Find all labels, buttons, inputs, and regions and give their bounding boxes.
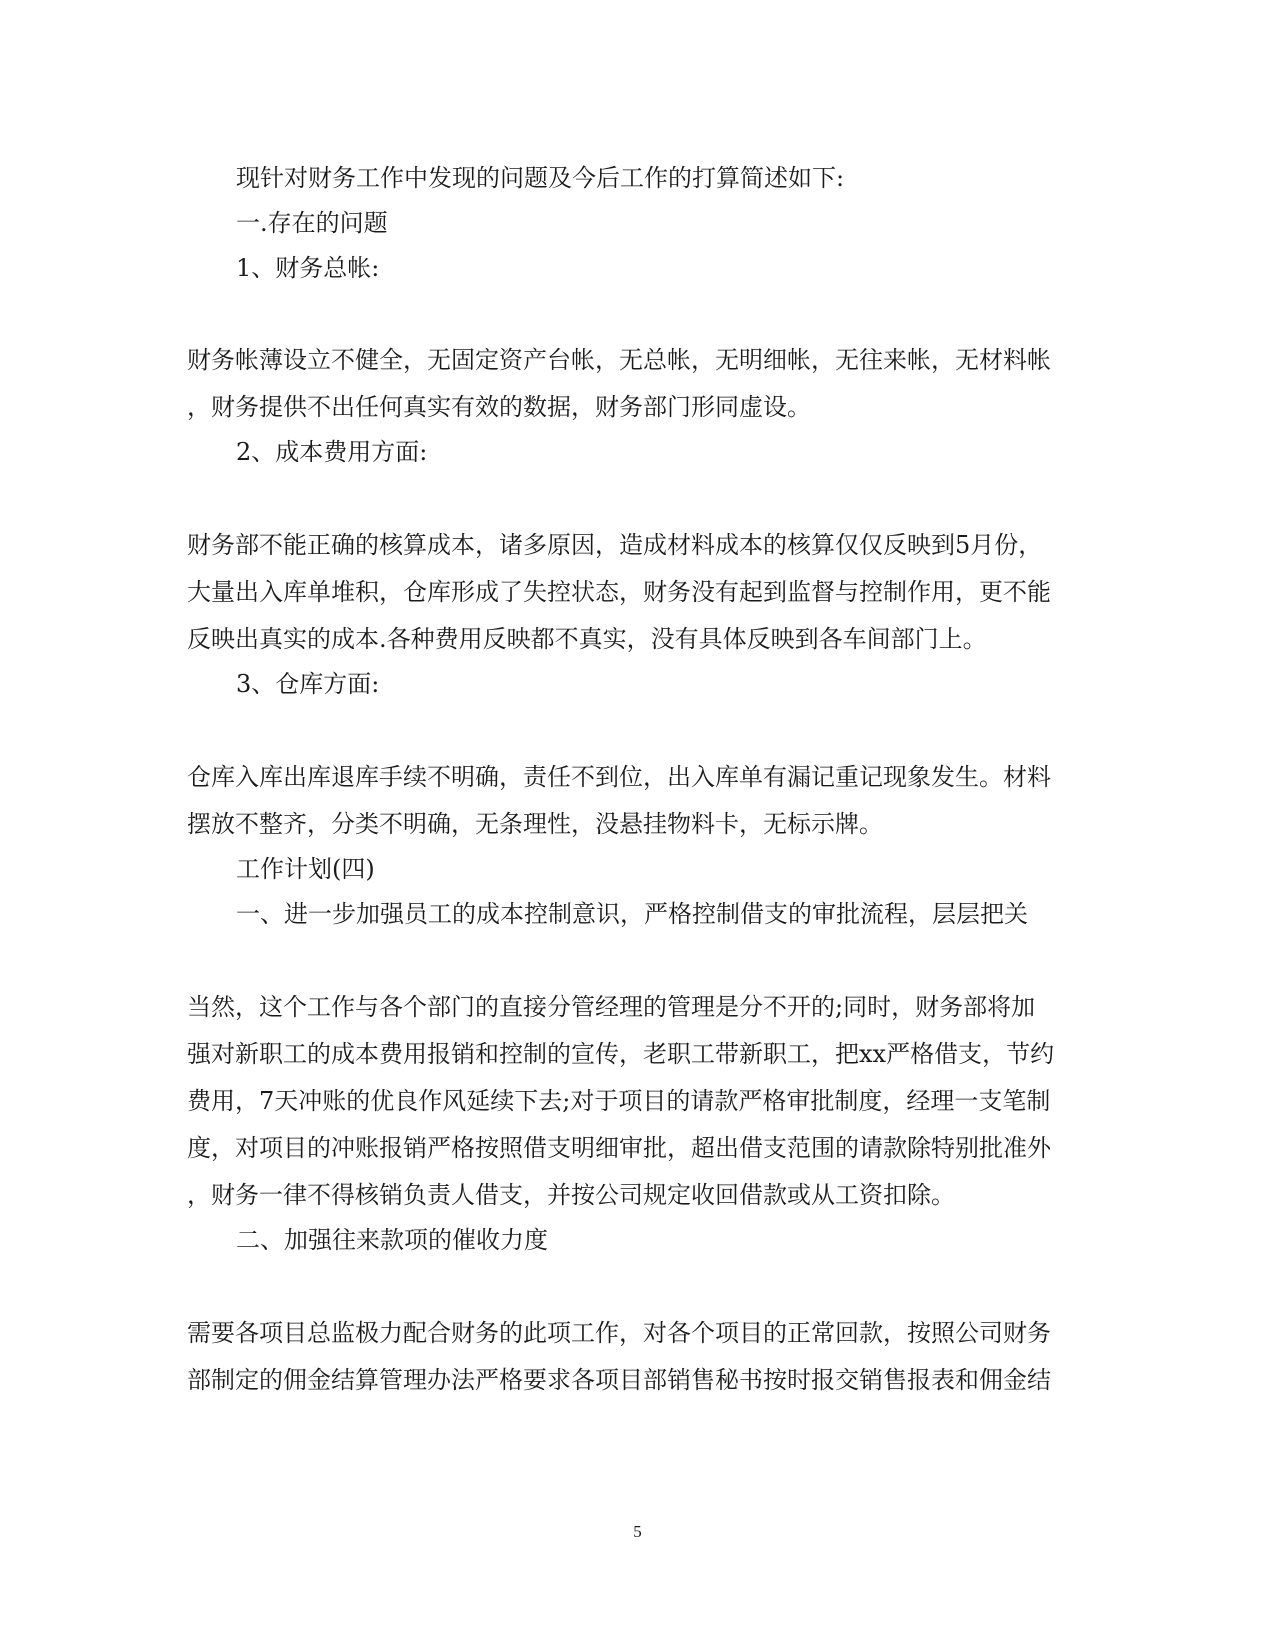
item-heading-warehouse: 3、仓库方面:: [236, 670, 380, 698]
paragraph-line: 仓库入库出库退库手续不明确，责任不到位，出入库单有漏记重记现象发生。材料: [187, 763, 1051, 791]
paragraph-line: 部制定的佣金结算管理办法严格要求各项目部销售秘书按时报交销售报表和佣金结: [187, 1366, 1051, 1394]
plan-item-heading-2: 二、加强往来款项的催收力度: [236, 1226, 548, 1254]
section-heading-problems: 一.存在的问题: [236, 209, 388, 237]
paragraph-line: 当然，这个工作与各个部门的直接分管经理的管理是分不开的;同时，财务部将加: [187, 993, 1036, 1021]
section-heading-work-plan: 工作计划(四): [236, 855, 375, 883]
paragraph-line: 需要各项目总监极力配合财务的此项工作，对各个项目的正常回款，按照公司财务: [187, 1319, 1051, 1347]
paragraph-line: 大量出入库单堆积，仓库形成了失控状态，财务没有起到监督与控制作用，更不能: [187, 578, 1051, 606]
item-heading-general-ledger: 1、财务总帐:: [236, 254, 380, 282]
page-number: 5: [633, 1522, 642, 1541]
paragraph-line: 强对新职工的成本费用报销和控制的宣传，老职工带新职工，把xx严格借支，节约: [187, 1040, 1055, 1068]
paragraph-line: 反映出真实的成本.各种费用反映都不真实，没有具体反映到各车间部门上。: [187, 625, 987, 653]
plan-item-heading-1: 一、进一步加强员工的成本控制意识，严格控制借支的审批流程，层层把关: [236, 900, 1028, 928]
paragraph-line: 费用，7天冲账的优良作风延续下去;对于项目的请款严格审批制度，经理一支笔制: [187, 1087, 1051, 1115]
item-heading-cost: 2、成本费用方面:: [236, 438, 428, 466]
paragraph-line: ，财务提供不出任何真实有效的数据，财务部门形同虚设。: [187, 393, 811, 421]
paragraph-line: 财务部不能正确的核算成本，诸多原因，造成材料成本的核算仅仅反映到5月份，: [187, 531, 1043, 559]
paragraph-line: 财务帐薄设立不健全，无固定资产台帐，无总帐，无明细帐，无往来帐，无材料帐: [187, 346, 1051, 374]
paragraph-line: ，财务一律不得核销负责人借支，并按公司规定收回借款或从工资扣除。: [187, 1181, 955, 1209]
paragraph-line: 度，对项目的冲账报销严格按照借支明细审批，超出借支范围的请款除特别批准外: [187, 1134, 1051, 1162]
intro-line: 现针对财务工作中发现的问题及今后工作的打算简述如下:: [236, 164, 845, 192]
paragraph-line: 摆放不整齐，分类不明确，无条理性，没悬挂物料卡，无标示牌。: [187, 810, 883, 838]
